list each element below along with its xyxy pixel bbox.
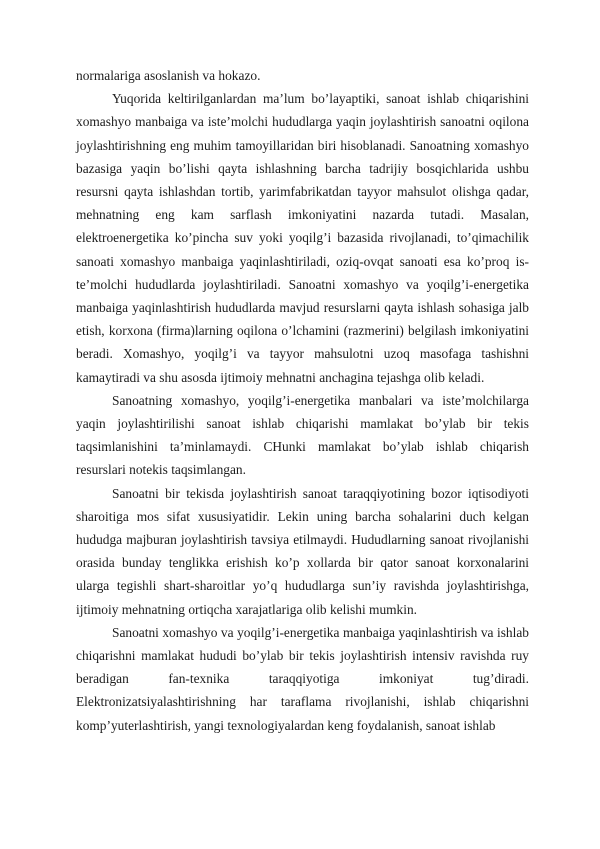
document-page (76, 64, 529, 737)
paragraph-5: Sanoatni xomashyo va yoqilg’i-energetika manbaiga yaqinlashtirish va ishlab chiqarishni mamlakat hududi bo’ylab bir tekis joylashtirish intensiv ravishda ruy beradigan fan-texnika taraqqiyotiga imkoniyat tug’diradi. Elektronizatsiyalashtirishning har taraflama rivojlanishi, ishlab chiqarishni komp’yuterlashtirish, yangi texnologiyalardan keng foydalanish, sanoat ishlab (76, 624, 529, 733)
paragraph-1: normalariga asoslanish va hokazo. (76, 68, 261, 83)
paragraph-2: Yuqorida keltirilganlardan ma’lum bo’layaptiki, sanoat ishlab chiqarishini xomashyo manbaiga va iste’molchi hududlarga yaqin joylashtirish sanoatni oqilona joylashtirishning eng muhim tamoyillaridan biri hisoblanadi. Sanoatning xomashyo bazasiga yaqin bo’lishi qayta ishlashning barcha tadrijiy bosqichlarida ushbu resursni qayta ishlashdan tortib, yarimfabrikatdan tayyor mahsulot olishga qadar, mehnatning eng kam sarflash imkoniyatini nazarda tutadi. Masalan, elektroenergetika ko’pincha suv yoki yoqilg’i bazasida rivojlanadi, to’qimachilik sanoati xomashyo manbaiga yaqinlashtiriladi, oziq-ovqat sanoati esa ko’proq is-te’molchi hududlarda joylashtiriladi. Sanoatni xomashyo va yoqilg’i-energetika manbaiga yaqinlashtirish hududlarda mavjud resurslarni qayta ishlash sohasiga jalb etish, korxona (firma)larning oqilona o’lchamini (razmerini) belgilash imkoniyatini beradi. Xomashyo, yoqilg’i va tayyor mahsulotni uzoq masofaga tashishni kamaytiradi va shu asosda ijtimoiy mehnatni anchagina tejashga olib keladi. (76, 91, 529, 385)
paragraph-3: Sanoatning xomashyo, yoqilg’i-energetika manbalari va iste’molchilarga yaqin joylashtirilishi sanoat ishlab chiqarishi mamlakat bo’ylab bir tekis taqsimlanishini ta’minlamaydi. CHunki mamlakat bo’ylab ishlab chiqarish resurslari notekis taqsimlangan. (76, 392, 529, 478)
paragraph-4: Sanoatni bir tekisda joylashtirish sanoat taraqqiyotining bozor iqtisodiyoti sharoitiga mos sifat xususiyatidir. Lekin uning barcha sohalarini duch kelgan hududga majburan joylashtirish tavsiya etilmaydi. Hududlarning sanoat rivojlanishi orasida bunday tenglikka erishish ko’p xollarda bir qator sanoat korxonalarini ularga tegishli shart-sharoitlar yo’q hududlarga sun’iy ravishda joylashtirishga, ijtimoiy mehnatning ortiqcha xarajatlariga olib kelishi mumkin. (76, 485, 529, 617)
